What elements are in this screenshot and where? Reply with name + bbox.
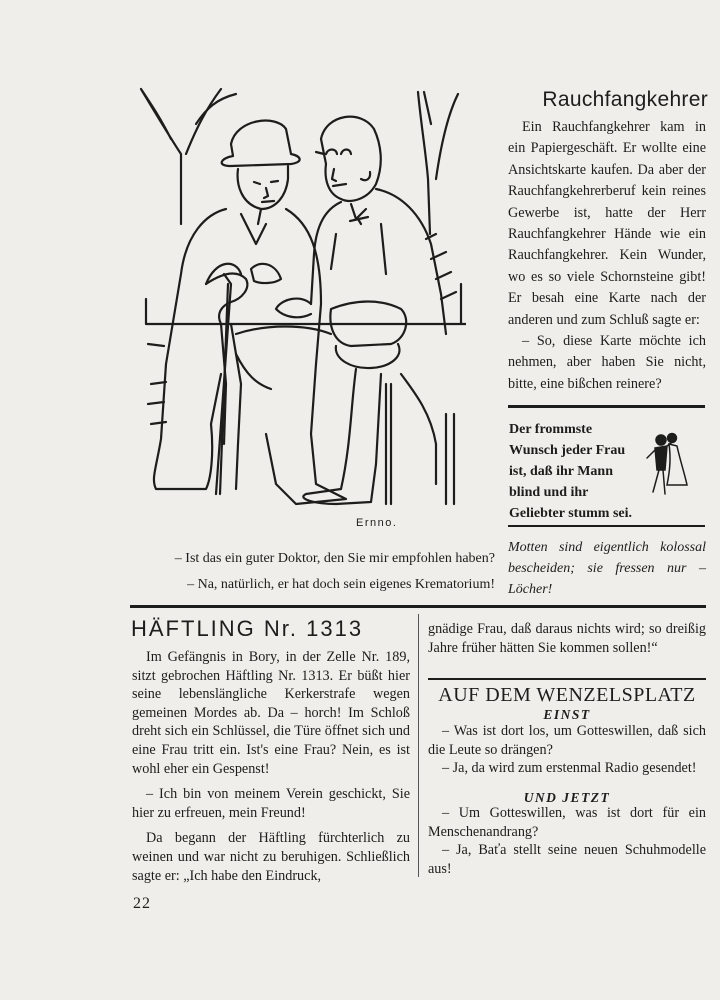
column-divider [418,614,419,877]
story-paragraph: – So, diese Karte möchte ich nehmen, aber haben Sie nicht, bitte, eine bißchen reinere? [508,333,706,392]
divider-rule [508,405,705,408]
divider-rule [428,678,706,680]
motten-joke: Motten sind eigentlich kolossal bescheiden; sie fressen nur – Löcher! [508,540,706,597]
dialog-line: – Um Gotteswillen, was ist dort für ein Menschenandrang? [428,805,706,840]
dialog-jetzt [428,804,706,878]
story-paragraph: Im Gefängnis in Bory, in der Zelle Nr. 189, sitzt gebrochen Häftling Nr. 1313. Er büßt hier seine lebenslängliche Kerkerstrafe wegen gemeinen Mordes ab. Da – horch! Im Schloß dreht sich ein Schlüssel, die Türe öffnet sich und eine Frau tritt ein. Ist's eine Frau? Nein, es ist wohl eher ein Gespenst! [132,649,410,777]
divider-rule [508,525,705,527]
story-paragraph: Ein Rauchfangkehrer kam in ein Papiergeschäft. Er wollte eine Ansichtskarte kaufen. Da aber der Rauchfangkehrerberuf kein reines Gewerbe ist, hatte der Herr Rauchfangkehrer Hände wie ein Rauchfangkehrer. Kein Wunder, wo es so viele Schornsteine gibt! Er besah eine Karte nach der anderen und zum Schluß sagte er: [508,119,706,328]
page-number: 22 [133,895,151,912]
wish-joke: Der frommste Wunsch jeder Frau ist, daß ihr Mann blind und ihr Geliebter stumm sei. [509,422,632,521]
artist-signature: Ernno. [356,517,398,529]
dialog-einst [428,722,706,778]
subheading-einst: EINST [543,707,591,722]
section-rule [130,605,706,608]
dialog-line: – Was ist dort los, um Gotteswillen, daß sich die Leute so drängen? [428,723,706,758]
story-title-rauchfangkehrer: Rauchfangkehrer [542,88,708,111]
dialog-line: – Ja, da wird zum erstenmal Radio gesendet! [442,760,697,777]
story-body-rauchfangkehrer [508,117,706,395]
story-body-haeftling [132,648,410,892]
dialog-line: – Ja, Baťa stellt seine neuen Schuhmodelle aus! [428,842,706,877]
dancing-couple-icon [645,430,689,500]
caption-answer: – Na, natürlich, er hat doch sein eigenes Krematorium! [187,577,495,592]
story-title-haeftling: HÄFTLING Nr. 1313 [131,616,364,641]
caption-question: – Ist das ein guter Doktor, den Sie mir empfohlen haben? [174,551,495,566]
story-paragraph: – Ich bin von meinem Verein geschickt, Sie hier zu erfreuen, mein Freund! [132,786,410,821]
story-paragraph: Da begann der Häftling fürchterlich zu weinen und war nicht zu beruhigen. Schließlich sagte er: „Ich habe den Eindruck, [132,830,410,884]
illustration [136,84,466,529]
story-continuation: gnädige Frau, daß daraus nichts wird; so dreißig Jahre früher hätten Sie kommen sollen!“ [428,621,706,656]
subheading-und-jetzt: UND JETZT [523,790,611,805]
story-title-wenzelsplatz: AUF DEM WENZELSPLATZ [438,684,696,706]
